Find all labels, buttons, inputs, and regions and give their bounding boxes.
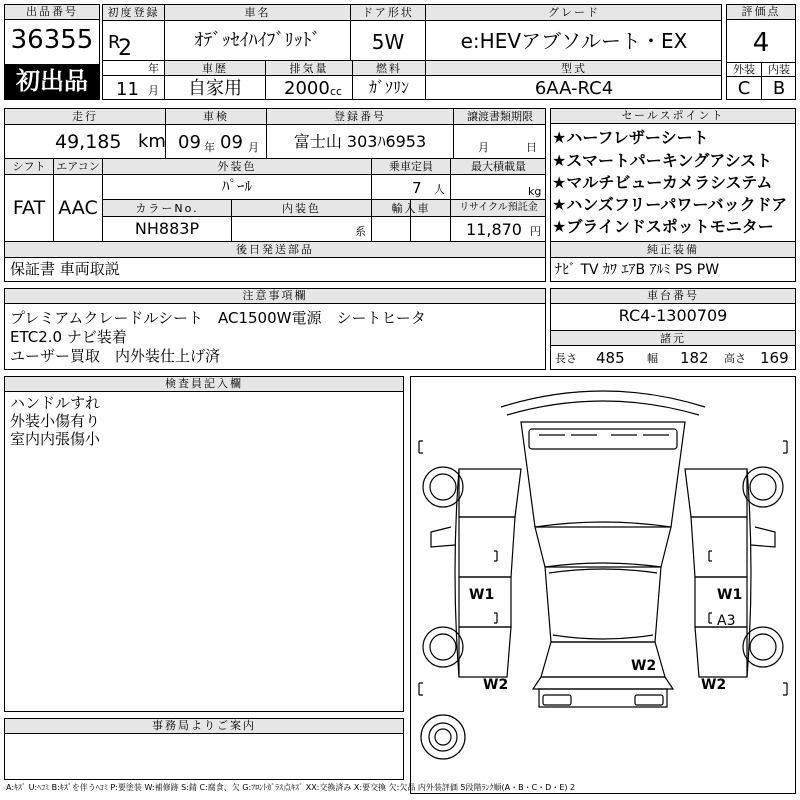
plate-value: 富士山 303ﾊ6953 <box>293 132 427 151</box>
equipment-value: ﾅﾋﾞ TV ｶﾜ ｴｱB ｱﾙﾐ PS PW <box>555 262 720 278</box>
equipment-label: 純正装備 <box>647 243 699 256</box>
model-label: 型式 <box>561 62 587 75</box>
recycle-label: リサイクル預託金 <box>459 202 538 213</box>
chassis-value: RC4-1300709 <box>618 306 728 325</box>
inspection-month-unit: 月 <box>248 141 259 154</box>
displacement-label: 排気量 <box>289 62 329 75</box>
aircon-value: AAC <box>58 197 98 219</box>
first-reg-year-unit: 年 <box>148 62 159 75</box>
mark-left-rear: W2 <box>483 677 509 693</box>
mileage-unit: km <box>138 131 166 152</box>
first-reg-month: 11 <box>116 79 139 100</box>
ext-color-value: ﾊﾟｰﾙ <box>221 177 252 195</box>
recycle-value: 11,870 <box>466 220 522 239</box>
car-condition-diagram <box>411 377 795 793</box>
notes-line-2: ETC2.0 ナビ装着 <box>10 328 127 346</box>
inspection-year-unit: 年 <box>204 141 215 154</box>
plate-label: 登録番号 <box>334 110 386 123</box>
width-label: 幅 <box>647 352 658 365</box>
history-label: 車歴 <box>202 62 228 75</box>
int-color-label: 内装色 <box>282 202 321 215</box>
first-reg-era: R <box>108 32 121 53</box>
width-value: 182 <box>680 349 709 367</box>
length-value: 485 <box>596 349 625 367</box>
import-label: 輸入車 <box>391 202 431 215</box>
inspector-line-3: 室内内張傷小 <box>10 430 101 448</box>
color-no-value: NH883P <box>134 219 200 238</box>
inspection-year: 09 <box>178 132 201 153</box>
specs-label: 諸元 <box>660 332 686 345</box>
transfer-month-unit: 月 <box>478 141 489 154</box>
later-parts-label: 後日発送部品 <box>236 243 314 256</box>
mark-right-front: W1 <box>717 587 743 603</box>
length-label: 長さ <box>555 352 577 365</box>
height-value: 169 <box>760 349 789 367</box>
mileage-label: 走行 <box>72 110 98 123</box>
score-label: 評価点 <box>727 5 795 20</box>
model-value: 6AA-RC4 <box>534 78 614 99</box>
sales-point-1: ★ハーフレザーシート <box>552 128 709 147</box>
first-reg-month-unit: 月 <box>148 84 159 97</box>
displacement-unit: cc <box>330 85 343 98</box>
score-value: 4 <box>752 28 770 58</box>
displacement-value: 2000 <box>284 78 330 99</box>
capacity-label: 乗車定員 <box>389 160 433 173</box>
mark-center-rear: W2 <box>631 658 657 674</box>
lot-number: 36355 <box>10 25 94 55</box>
door-value: 5W <box>371 30 405 54</box>
car-name-label: 車名 <box>244 6 271 19</box>
sales-point-4: ★ハンズフリーパワーバックドア <box>552 195 788 214</box>
inspector-line-1: ハンドルすれ <box>10 394 101 412</box>
inspection-month: 09 <box>220 132 243 153</box>
transfer-day-unit: 日 <box>526 141 537 154</box>
grade-label: グレード <box>548 6 600 19</box>
lot-label: 出品番号 <box>5 5 99 20</box>
shift-value: FAT <box>12 197 46 219</box>
height-label: 高さ <box>724 352 746 365</box>
sales-point-2: ★スマートパーキングアシスト <box>552 151 773 170</box>
mark-left-front: W1 <box>469 587 495 603</box>
door-label: ドア形状 <box>362 6 414 19</box>
recycle-unit: 円 <box>530 225 541 238</box>
later-parts-value: 保証書 車両取説 <box>10 260 120 278</box>
office-label: 事務局よりご案内 <box>5 719 403 734</box>
mark-right-rear: W2 <box>701 677 727 693</box>
ext-color-label: 外装色 <box>217 160 257 173</box>
fuel-label: 燃料 <box>376 62 402 75</box>
inspector-label: 検査員記入欄 <box>5 377 403 392</box>
notes-label: 注意事項欄 <box>5 289 545 304</box>
fuel-value: ｶﾞｿﾘﾝ <box>368 78 409 97</box>
first-listing-text: 初出品 <box>16 67 88 95</box>
mark-right-front-2: A3 <box>717 613 736 629</box>
shift-label: シフト <box>12 160 46 173</box>
sales-point-3: ★マルチビューカメラシステム <box>552 173 773 192</box>
ext-score-label: 外装 <box>733 63 755 76</box>
first-reg-label: 初度登録 <box>107 6 160 19</box>
first-reg-year: 2 <box>118 36 132 61</box>
inspector-line-2: 外装小傷有り <box>10 412 101 430</box>
notes-line-1: プレミアムクレードルシート AC1500W電源 シートヒータ <box>10 309 426 327</box>
inspection-label: 車検 <box>203 110 229 123</box>
ext-score-value: C <box>737 78 751 99</box>
chassis-label: 車台番号 <box>551 289 795 304</box>
int-score-label: 内装 <box>768 63 790 76</box>
capacity-value: 7 <box>412 179 422 197</box>
aircon-label: エアコン <box>56 160 100 173</box>
sales-point-5: ★ブラインドスポットモニター <box>552 217 774 236</box>
capacity-unit: 人 <box>434 183 445 196</box>
transfer-label: 譲渡書類期限 <box>467 110 533 123</box>
history-value: 自家用 <box>188 78 242 99</box>
load-unit: kg <box>528 185 542 198</box>
grade-value: e:HEVアブソルート・EX <box>460 29 688 53</box>
load-label: 最大積載量 <box>471 160 526 173</box>
mileage-value: 49,185 <box>55 131 122 153</box>
notes-line-3: ユーザー買取 内外装仕上げ済 <box>10 347 221 365</box>
sales-points-label: セールスポイント <box>551 109 795 124</box>
car-name-value: ｵﾃﾞｯｾｲﾊｲﾌﾞﾘｯﾄﾞ <box>194 30 321 51</box>
color-no-label: カラーNo. <box>135 202 199 215</box>
int-color-unit: 系 <box>355 225 366 238</box>
int-score-value: B <box>772 78 786 99</box>
legend-text: A:ｷｽﾞ U:ﾍｺﾐ B:ｷｽﾞを伴うﾍｺﾐ P:要塗装 W:補修跡 S:錆 C:腐食、欠 G:ﾌﾛﾝﾄｶﾞﾗｽ点ｷｽﾞ XX:交換済み X:要交換 欠:欠品 内外装評価 5段階ﾗﾝｸ順(A・B・C・D・E) 2 <box>6 783 576 792</box>
